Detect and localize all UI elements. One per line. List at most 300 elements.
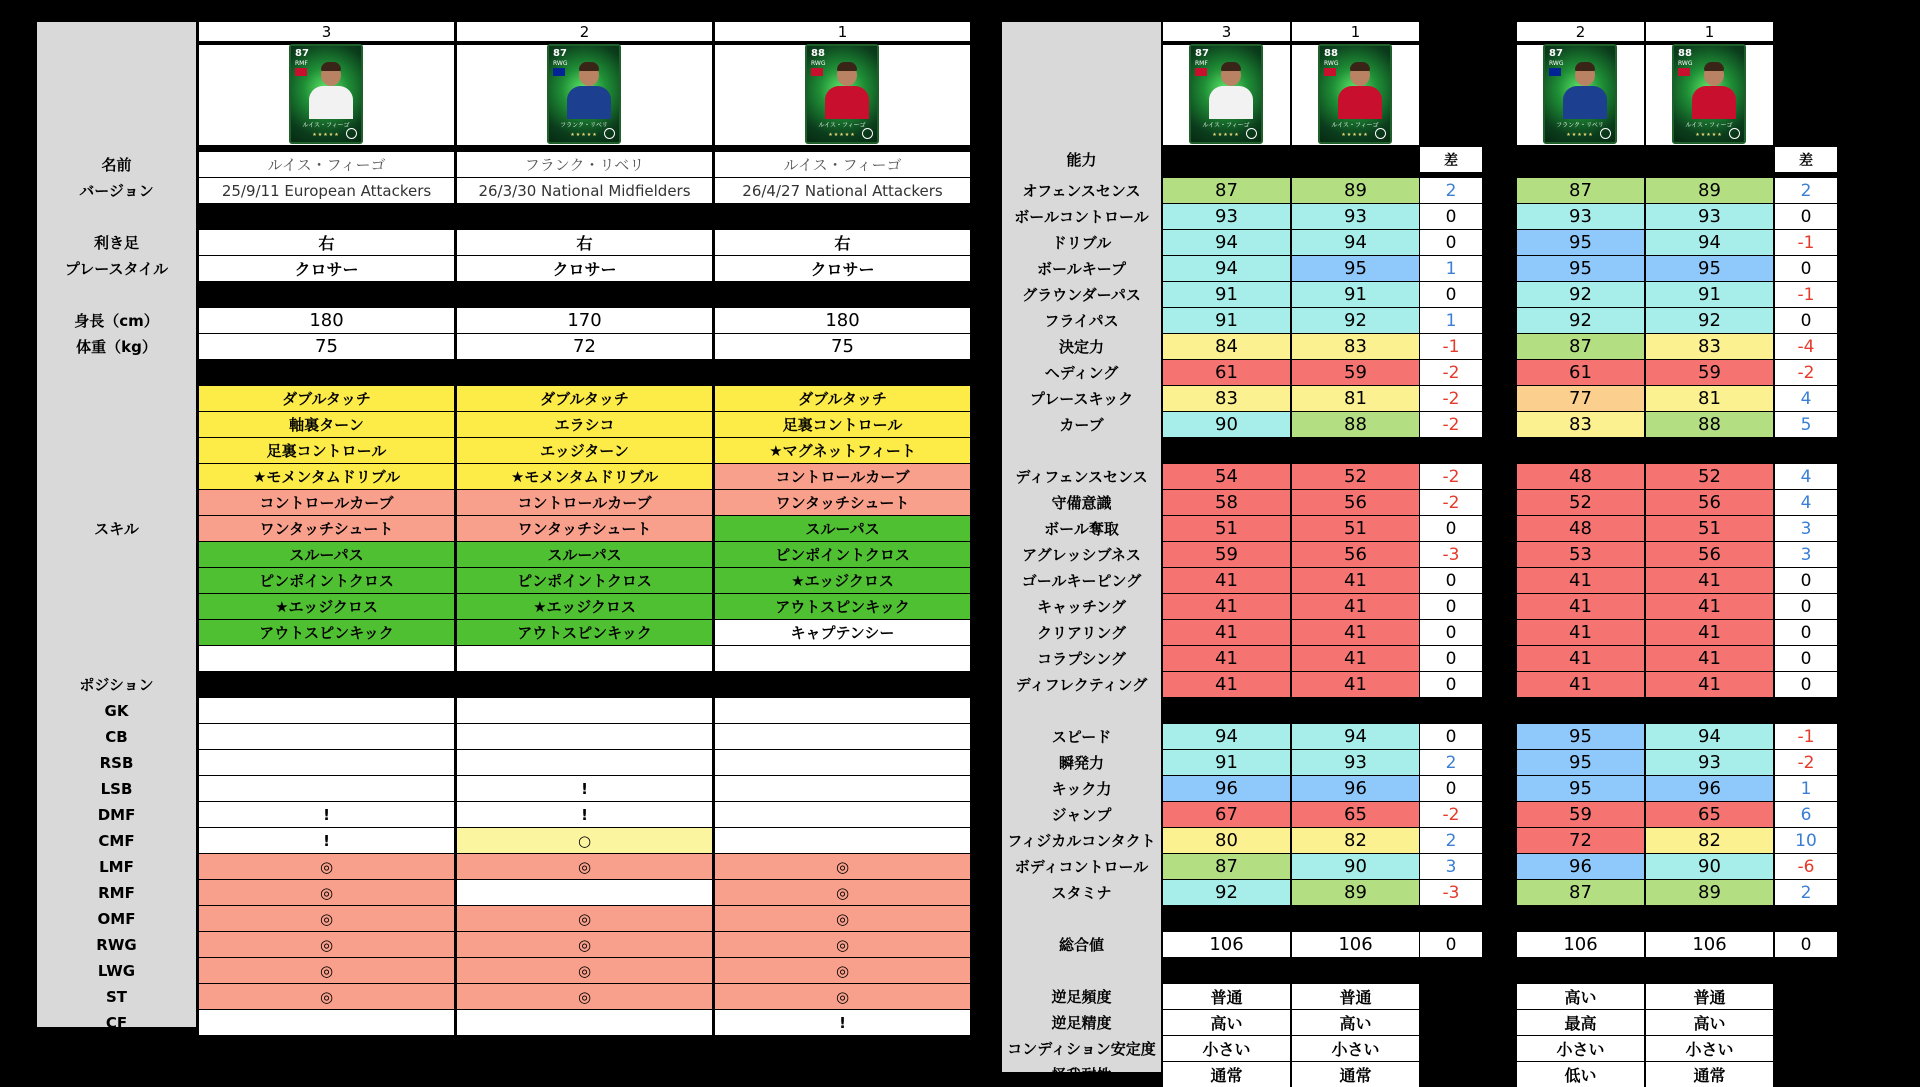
stat-diff: 0: [1775, 620, 1837, 645]
stat-diff: 4: [1775, 464, 1837, 489]
stat-value: 51: [1163, 516, 1290, 541]
position-label: LWG: [97, 961, 136, 980]
stat-diff: 0: [1420, 568, 1482, 593]
logo-icon: [1375, 128, 1386, 139]
stat-value: 41: [1646, 568, 1773, 593]
stat-value: 92: [1163, 880, 1290, 905]
position-rating: [199, 776, 454, 801]
player-photo: [1692, 64, 1736, 119]
rank-header: 3: [199, 22, 454, 41]
stat-label: ドリブル: [1051, 234, 1112, 252]
player-style: クロサー: [715, 256, 970, 281]
stat-diff: 2: [1420, 750, 1482, 775]
skill-cell: ワンタッチシュート: [457, 516, 712, 541]
stat-label: 決定力: [1058, 338, 1104, 356]
stat-value: 81: [1646, 386, 1773, 411]
stat-value: 52: [1646, 464, 1773, 489]
card-rating: 88: [1678, 48, 1692, 59]
stat-value: 53: [1517, 542, 1644, 567]
stat-value: 89: [1292, 178, 1419, 203]
player-card: [547, 44, 621, 144]
rank-header: 2: [1517, 22, 1644, 41]
player-photo: [825, 64, 869, 119]
total-value: 106: [1646, 932, 1773, 957]
stat-value: 95: [1517, 750, 1644, 775]
position-rating: ◎: [199, 906, 454, 931]
extra-value: 高い: [1646, 1010, 1773, 1035]
stat-value: 81: [1292, 386, 1419, 411]
skill-cell: [199, 646, 454, 671]
stat-label: ヘディング: [1044, 364, 1119, 382]
stat-value: 58: [1163, 490, 1290, 515]
player-height: 180: [199, 308, 454, 333]
extra-label: 怪我耐性: [1051, 1066, 1112, 1084]
stat-value: 41: [1517, 672, 1644, 697]
stat-value: 52: [1292, 464, 1419, 489]
stat-value: 41: [1292, 568, 1419, 593]
card-position: RWG: [1678, 60, 1693, 67]
stat-label: ボール奪取: [1044, 520, 1119, 538]
stat-diff: 3: [1420, 854, 1482, 879]
stat-value: 87: [1163, 854, 1290, 879]
stat-value: 88: [1646, 412, 1773, 437]
skill-cell: [457, 646, 712, 671]
skill-cell: コントロールカーブ: [199, 490, 454, 515]
stat-value: 41: [1517, 594, 1644, 619]
stat-diff: 0: [1775, 672, 1837, 697]
stat-label: オフェンスセンス: [1022, 182, 1141, 200]
stat-value: 95: [1292, 256, 1419, 281]
position-label: LMF: [99, 857, 134, 876]
stat-label: キック力: [1051, 780, 1112, 798]
stat-diff: 4: [1775, 490, 1837, 515]
position-rating: ◎: [715, 958, 970, 983]
player-foot: 右: [715, 230, 970, 255]
stat-value: 41: [1646, 646, 1773, 671]
player-photo: [1563, 64, 1607, 119]
position-rating: !: [199, 828, 454, 853]
position-rating: !: [457, 776, 712, 801]
diff-header: 差: [1775, 147, 1837, 172]
extra-value: 小さい: [1646, 1036, 1773, 1061]
stat-value: 95: [1517, 724, 1644, 749]
row-label: 名前: [101, 156, 132, 174]
extra-label: コンディション安定度: [1007, 1040, 1156, 1058]
stat-value: 67: [1163, 802, 1290, 827]
stat-value: 56: [1292, 490, 1419, 515]
stat-value: 88: [1292, 412, 1419, 437]
skill-cell: 軸裏ターン: [199, 412, 454, 437]
extra-value: 普通: [1646, 984, 1773, 1009]
stat-diff: 3: [1775, 542, 1837, 567]
stars-icon: ★★★★★: [828, 132, 856, 138]
stat-value: 51: [1292, 516, 1419, 541]
row-label: 体重（kg）: [76, 338, 157, 356]
stat-value: 93: [1517, 204, 1644, 229]
row-label: バージョン: [79, 182, 154, 200]
position-rating: [715, 724, 970, 749]
stat-value: 94: [1646, 724, 1773, 749]
stars-icon: ★★★★★: [1566, 132, 1594, 138]
skill-cell: ダブルタッチ: [715, 386, 970, 411]
skill-cell: アウトスピンキック: [457, 620, 712, 645]
card-rating: 87: [553, 48, 567, 59]
position-rating: ○: [457, 828, 712, 853]
stat-value: 65: [1646, 802, 1773, 827]
stat-diff: 2: [1420, 178, 1482, 203]
card-rating: 87: [1549, 48, 1563, 59]
stat-label: カーブ: [1059, 416, 1104, 434]
skill-cell: エッジターン: [457, 438, 712, 463]
position-rating: [457, 880, 712, 905]
position-rating: ◎: [199, 932, 454, 957]
stat-diff: -4: [1775, 334, 1837, 359]
stat-diff: -3: [1420, 880, 1482, 905]
stat-diff: 3: [1775, 516, 1837, 541]
stat-value: 93: [1292, 750, 1419, 775]
stat-diff: -6: [1775, 854, 1837, 879]
separator: [199, 203, 970, 227]
rank-header: 1: [715, 22, 970, 41]
stat-value: 96: [1292, 776, 1419, 801]
stat-value: 92: [1292, 308, 1419, 333]
stars-icon: ★★★★★: [1341, 132, 1369, 138]
stat-value: 61: [1517, 360, 1644, 385]
logo-icon: [1729, 128, 1740, 139]
player-name: ルイス・フィーゴ: [199, 152, 454, 177]
stat-label: アグレッシブネス: [1022, 546, 1141, 564]
skill-cell: ★エッジクロス: [199, 594, 454, 619]
extra-value: 普通: [1292, 984, 1419, 1009]
extra-value: 低い: [1517, 1062, 1644, 1087]
position-rating: ◎: [457, 854, 712, 879]
flag-icon: [1324, 68, 1336, 76]
stat-diff: 0: [1775, 568, 1837, 593]
skill-cell: ★モメンタムドリブル: [457, 464, 712, 489]
total-value: 106: [1163, 932, 1290, 957]
player-photo: [1338, 64, 1382, 119]
stat-value: 41: [1517, 568, 1644, 593]
position-rating: !: [715, 1010, 970, 1035]
card-rating: 87: [295, 48, 309, 59]
skill-cell: スルーパス: [457, 542, 712, 567]
stat-value: 41: [1292, 620, 1419, 645]
stat-diff: -2: [1420, 490, 1482, 515]
stat-diff: -1: [1775, 724, 1837, 749]
position-rating: ◎: [715, 932, 970, 957]
diff-header: 差: [1420, 147, 1482, 172]
skill-cell: ★マグネットフィート: [715, 438, 970, 463]
ability-header: 能力: [1066, 151, 1097, 169]
stat-value: 92: [1517, 282, 1644, 307]
stat-diff: -2: [1420, 360, 1482, 385]
stat-value: 48: [1517, 464, 1644, 489]
position-label: LSB: [100, 779, 133, 798]
extra-value: 通常: [1292, 1062, 1419, 1087]
stat-value: 83: [1646, 334, 1773, 359]
stat-value: 91: [1163, 282, 1290, 307]
extra-value: 小さい: [1517, 1036, 1644, 1061]
stat-value: 90: [1646, 854, 1773, 879]
position-label: CMF: [98, 831, 135, 850]
stat-value: 80: [1163, 828, 1290, 853]
position-rating: [715, 802, 970, 827]
stat-diff: 6: [1775, 802, 1837, 827]
stat-value: 94: [1163, 724, 1290, 749]
position-rating: [457, 750, 712, 775]
stat-value: 56: [1292, 542, 1419, 567]
stat-label: プレースキック: [1029, 390, 1134, 408]
skill-cell: コントロールカーブ: [457, 490, 712, 515]
card-name: ルイス・フィーゴ: [302, 122, 350, 129]
card-name: ルイス・フィーゴ: [1331, 122, 1379, 129]
position-label: DMF: [97, 805, 136, 824]
position-rating: ◎: [457, 906, 712, 931]
rank-header: 1: [1646, 22, 1773, 41]
stat-label: ディフェンスセンス: [1015, 468, 1148, 486]
stat-value: 51: [1646, 516, 1773, 541]
logo-icon: [1600, 128, 1611, 139]
row-label: 利き足: [93, 234, 139, 252]
stat-value: 91: [1292, 282, 1419, 307]
player-weight: 72: [457, 334, 712, 359]
stat-value: 59: [1163, 542, 1290, 567]
card-rating: 88: [811, 48, 825, 59]
player-name: ルイス・フィーゴ: [715, 152, 970, 177]
stat-diff: 0: [1420, 672, 1482, 697]
skill-cell: ★モメンタムドリブル: [199, 464, 454, 489]
total-diff: 0: [1775, 932, 1837, 957]
card-name: ルイス・フィーゴ: [1685, 122, 1733, 129]
flag-icon: [1549, 68, 1561, 76]
stat-label: ジャンプ: [1051, 806, 1112, 824]
stat-value: 83: [1163, 386, 1290, 411]
stat-diff: -2: [1775, 360, 1837, 385]
stat-value: 87: [1517, 880, 1644, 905]
stat-value: 94: [1646, 230, 1773, 255]
stat-value: 91: [1646, 282, 1773, 307]
stat-value: 94: [1163, 256, 1290, 281]
row-label: 身長（cm）: [74, 312, 159, 330]
stat-label: スタミナ: [1051, 884, 1112, 902]
stat-value: 96: [1163, 776, 1290, 801]
stat-label: スピード: [1051, 728, 1112, 746]
stat-diff: 0: [1775, 594, 1837, 619]
stat-diff: -3: [1420, 542, 1482, 567]
player-version: 26/4/27 National Attackers: [715, 178, 970, 203]
separator: [199, 359, 970, 383]
player-photo: [309, 64, 353, 119]
skill-cell: コントロールカーブ: [715, 464, 970, 489]
total-value: 106: [1517, 932, 1644, 957]
skill-cell: ダブルタッチ: [199, 386, 454, 411]
stat-diff: 0: [1420, 230, 1482, 255]
skill-cell: キャプテンシー: [715, 620, 970, 645]
stat-diff: -2: [1420, 386, 1482, 411]
stat-value: 72: [1517, 828, 1644, 853]
separator: [199, 672, 970, 696]
position-label: CB: [105, 727, 128, 746]
position-rating: ◎: [199, 854, 454, 879]
stat-value: 59: [1646, 360, 1773, 385]
flag-icon: [1195, 68, 1207, 76]
card-position: RWG: [811, 60, 826, 67]
stat-diff: 0: [1420, 776, 1482, 801]
row-label: ポジション: [79, 676, 154, 694]
stat-diff: 2: [1775, 178, 1837, 203]
position-rating: ◎: [457, 984, 712, 1009]
stat-value: 90: [1163, 412, 1290, 437]
extra-value: 小さい: [1292, 1036, 1419, 1061]
stat-label: フィジカルコンタクト: [1007, 832, 1156, 850]
card-rating: 87: [1195, 48, 1209, 59]
card-position: RWG: [553, 60, 568, 67]
stat-value: 84: [1163, 334, 1290, 359]
stat-diff: -2: [1420, 412, 1482, 437]
stat-value: 41: [1163, 594, 1290, 619]
player-card: [1318, 44, 1392, 144]
card-position: RWG: [1549, 60, 1564, 67]
stat-diff: -1: [1420, 334, 1482, 359]
logo-icon: [346, 128, 357, 139]
skill-cell: [715, 646, 970, 671]
skill-cell: ★エッジクロス: [715, 568, 970, 593]
stat-value: 41: [1292, 672, 1419, 697]
stat-diff: 0: [1775, 256, 1837, 281]
skill-cell: ワンタッチシュート: [715, 490, 970, 515]
position-label: RMF: [98, 883, 135, 902]
flag-icon: [1678, 68, 1690, 76]
stat-value: 91: [1163, 308, 1290, 333]
stat-value: 41: [1517, 620, 1644, 645]
row-label: スキル: [94, 520, 139, 538]
stat-diff: -1: [1775, 282, 1837, 307]
player-card: [1189, 44, 1263, 144]
position-rating: [715, 776, 970, 801]
skill-cell: アウトスピンキック: [715, 594, 970, 619]
extra-label: 逆足頻度: [1051, 988, 1112, 1006]
row-label: プレースタイル: [64, 260, 169, 278]
stat-label: グラウンダーパス: [1022, 286, 1141, 304]
player-card: [805, 44, 879, 144]
player-foot: 右: [199, 230, 454, 255]
stat-value: 89: [1646, 880, 1773, 905]
player-photo: [567, 64, 611, 119]
position-rating: ◎: [457, 932, 712, 957]
card-position: RMF: [1195, 60, 1208, 67]
position-rating: !: [199, 802, 454, 827]
stat-diff: 0: [1775, 204, 1837, 229]
position-label: CF: [105, 1013, 128, 1032]
skill-cell: アウトスピンキック: [199, 620, 454, 645]
stat-label: ディフレクティング: [1015, 676, 1148, 694]
stat-value: 94: [1292, 230, 1419, 255]
card-name: フランク・リベリ: [1556, 122, 1604, 129]
position-rating: [199, 1010, 454, 1035]
position-rating: [457, 724, 712, 749]
stat-label: ボールキープ: [1037, 260, 1126, 278]
skill-cell: ピンポイントクロス: [715, 542, 970, 567]
player-height: 180: [715, 308, 970, 333]
position-rating: ◎: [199, 984, 454, 1009]
rank-header: 2: [457, 22, 712, 41]
stars-icon: ★★★★★: [1212, 132, 1240, 138]
position-rating: ◎: [199, 958, 454, 983]
stat-value: 95: [1517, 230, 1644, 255]
stat-value: 41: [1646, 620, 1773, 645]
stat-value: 48: [1517, 516, 1644, 541]
stat-value: 92: [1517, 308, 1644, 333]
stat-diff: 0: [1775, 308, 1837, 333]
player-weight: 75: [199, 334, 454, 359]
stat-value: 95: [1517, 256, 1644, 281]
stat-value: 77: [1517, 386, 1644, 411]
player-card: [289, 44, 363, 144]
position-label: RSB: [99, 753, 134, 772]
skill-cell: ピンポイントクロス: [199, 568, 454, 593]
stat-diff: 1: [1775, 776, 1837, 801]
stat-label: ゴールキーピング: [1021, 572, 1142, 590]
stat-value: 87: [1163, 178, 1290, 203]
position-rating: ◎: [715, 984, 970, 1009]
stat-diff: 0: [1420, 594, 1482, 619]
stat-value: 93: [1646, 204, 1773, 229]
total-diff: 0: [1420, 932, 1482, 957]
stat-label: ボディコントロール: [1014, 858, 1149, 876]
separator: [1163, 147, 1419, 171]
stat-diff: 5: [1775, 412, 1837, 437]
stat-value: 96: [1517, 854, 1644, 879]
extra-value: 通常: [1646, 1062, 1773, 1087]
stat-value: 41: [1163, 620, 1290, 645]
skill-cell: スルーパス: [199, 542, 454, 567]
position-rating: [715, 828, 970, 853]
skill-cell: 足裏コントロール: [199, 438, 454, 463]
stat-value: 41: [1163, 646, 1290, 671]
flag-icon: [553, 68, 565, 76]
stat-value: 41: [1163, 568, 1290, 593]
stat-value: 93: [1646, 750, 1773, 775]
stat-value: 87: [1517, 334, 1644, 359]
card-position: RMF: [295, 60, 308, 67]
stat-label: コラプシング: [1037, 650, 1126, 668]
extra-value: 高い: [1163, 1010, 1290, 1035]
player-card: [1672, 44, 1746, 144]
stars-icon: ★★★★★: [312, 132, 340, 138]
stat-diff: 0: [1420, 282, 1482, 307]
stat-label: ボールコントロール: [1014, 208, 1149, 226]
stat-label: 守備意識: [1051, 494, 1112, 512]
stat-label: 瞬発力: [1058, 754, 1104, 772]
stat-value: 89: [1292, 880, 1419, 905]
stat-value: 59: [1292, 360, 1419, 385]
stat-value: 41: [1646, 594, 1773, 619]
stat-diff: 1: [1420, 256, 1482, 281]
stat-diff: 2: [1775, 880, 1837, 905]
stat-value: 87: [1517, 178, 1644, 203]
extra-value: 小さい: [1163, 1036, 1290, 1061]
position-rating: [457, 1010, 712, 1035]
position-rating: [715, 750, 970, 775]
stat-value: 61: [1163, 360, 1290, 385]
player-foot: 右: [457, 230, 712, 255]
stat-diff: 0: [1420, 620, 1482, 645]
position-rating: ◎: [715, 880, 970, 905]
separator: [1517, 147, 1773, 171]
position-label: RWG: [96, 935, 137, 954]
stat-value: 54: [1163, 464, 1290, 489]
flag-icon: [295, 68, 307, 76]
